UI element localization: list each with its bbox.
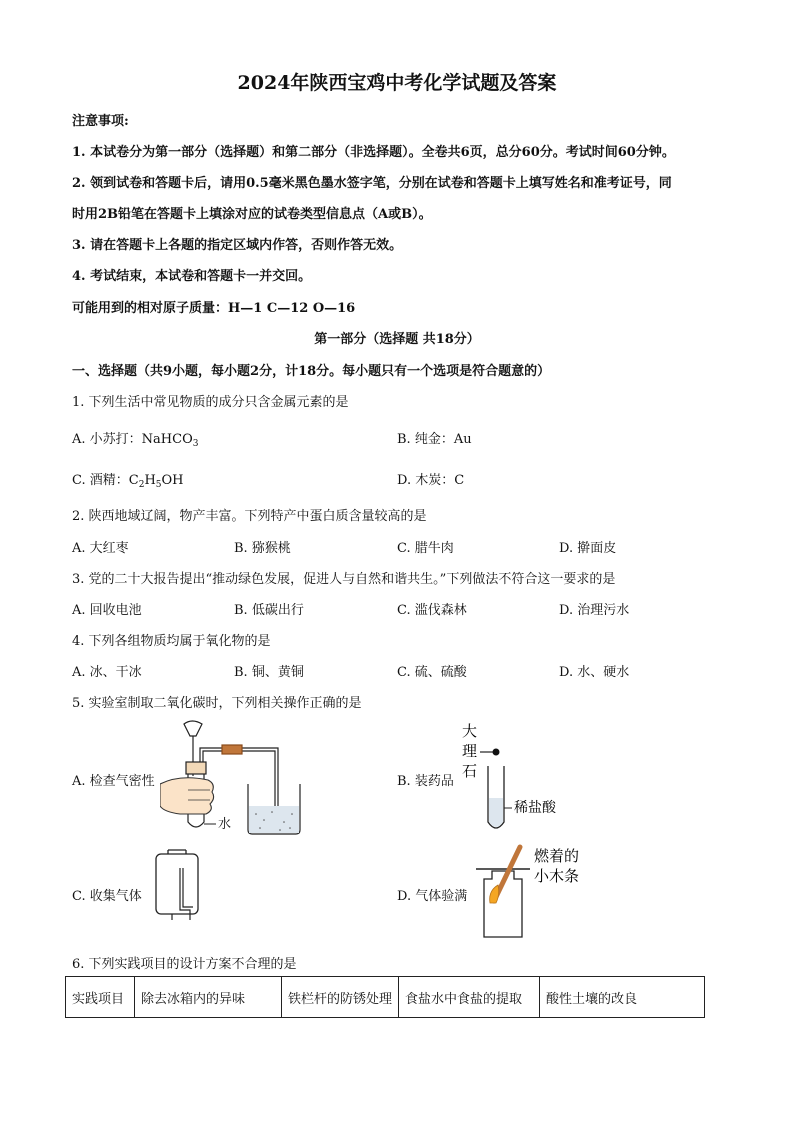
document-title: 2024年陕西宝鸡中考化学试题及答案 (237, 72, 557, 94)
q1-option-d: D. 木炭：C (397, 473, 465, 488)
notice-item-4: 4. 考试结束，本试卷和答题卡一并交回。 (72, 269, 312, 284)
q1-option-c (72, 469, 184, 490)
q5-option-a: A. 检查气密性 (72, 774, 155, 789)
q3-option-d: D. 治理污水 (559, 603, 630, 618)
q2-option-d: D. 擀面皮 (559, 541, 617, 556)
q1-formula-sub: 2 (138, 480, 145, 490)
gas-collection-diagram (150, 848, 210, 922)
marble-label-3: 石 (462, 762, 478, 780)
atomic-mass-note: 可能用到的相对原子质量：H—1 C—12 O—16 (72, 301, 356, 316)
q1-formula-sub: 5 (155, 480, 162, 490)
q2-option-a: A. 大红枣 (72, 541, 129, 556)
loading-reagent-diagram (460, 722, 600, 834)
q1-option-a-formula: NaHCO (141, 432, 193, 447)
q1-formula-part: H (144, 473, 156, 488)
notice-item-2-cont: 时用2B铅笔在答题卡上填涂对应的试卷类型信息点（A或B）。 (72, 207, 432, 222)
marble-label-1: 大 (462, 722, 478, 740)
water-label: 水 (218, 817, 232, 832)
q1-option-a-label: A. 小苏打： (72, 432, 142, 447)
q1-formula-part: OH (161, 473, 184, 488)
q3-stem: 3. 党的二十大报告提出“推动绿色发展，促进人与自然和谐共生。”下列做法不符合这一要求的是 (72, 572, 616, 587)
q1-stem: 1. 下列生活中常见物质的成分只含金属元素的是 (72, 395, 349, 410)
q1-option-c-label: C. 酒精： (72, 473, 129, 488)
q6-stem: 6. 下列实践项目的设计方案不合理的是 (72, 957, 297, 972)
acid-label: 稀盐酸 (514, 800, 556, 816)
stick-label-2: 小木条 (534, 867, 580, 885)
notice-item-1: 1. 本试卷分为第一部分（选择题）和第二部分（非选择题）。全卷共6页，总分60分。考试时间60分钟。 (72, 145, 675, 160)
stick-label-1: 燃着的 (534, 847, 580, 865)
table-cell: 食盐水中食盐的提取 (399, 977, 540, 1018)
q3-option-c: C. 滥伐森林 (397, 603, 467, 618)
q5-option-b: B. 装药品 (397, 774, 454, 789)
q5-option-d: D. 气体验满 (397, 889, 468, 904)
notice-item-2: 2. 领到试卷和答题卡后，请用0.5毫米黑色墨水签字笔，分别在试卷和答题卡上填写姓名和准考证号，同 (72, 176, 672, 191)
q6-table (65, 976, 705, 1018)
q3-option-b: B. 低碳出行 (234, 603, 304, 618)
q4-option-a: A. 冰、干冰 (72, 665, 142, 680)
q2-option-c: C. 腊牛肉 (397, 541, 454, 556)
q5-option-c: C. 收集气体 (72, 889, 142, 904)
q1-formula-part: C (128, 473, 139, 488)
q1-option-a (72, 428, 198, 449)
airtightness-check-diagram (160, 718, 302, 840)
q1-option-a-subscript: 3 (192, 439, 199, 449)
q4-option-b: B. 铜、黄铜 (234, 665, 304, 680)
gas-full-test-diagram (470, 843, 620, 941)
notice-item-3: 3. 请在答题卡上各题的指定区域内作答，否则作答无效。 (72, 238, 403, 253)
q2-option-b: B. 猕猴桃 (234, 541, 291, 556)
q1-option-b: B. 纯金：Au (397, 432, 472, 447)
table-cell: 铁栏杆的防锈处理 (282, 977, 399, 1018)
q4-option-d: D. 水、硬水 (559, 665, 630, 680)
section-heading: 一、选择题（共9小题，每小题2分，计18分。每小题只有一个选项是符合题意的） (72, 364, 551, 379)
table-cell: 除去冰箱内的异味 (135, 977, 282, 1018)
table-cell: 酸性土壤的改良 (540, 977, 705, 1018)
table-row (66, 977, 705, 1018)
q3-option-a: A. 回收电池 (72, 603, 142, 618)
notice-heading: 注意事项: (72, 114, 129, 129)
q2-stem: 2. 陕西地域辽阔，物产丰富。下列特产中蛋白质含量较高的是 (72, 509, 427, 524)
q4-option-c: C. 硫、硫酸 (397, 665, 467, 680)
q5-stem: 5. 实验室制取二氧化碳时，下列相关操作正确的是 (72, 696, 362, 711)
marble-label-2: 理 (462, 742, 478, 760)
table-header-cell: 实践项目 (66, 977, 135, 1018)
part1-heading: 第一部分（选择题 共18分） (314, 332, 480, 347)
q4-stem: 4. 下列各组物质均属于氧化物的是 (72, 634, 271, 649)
